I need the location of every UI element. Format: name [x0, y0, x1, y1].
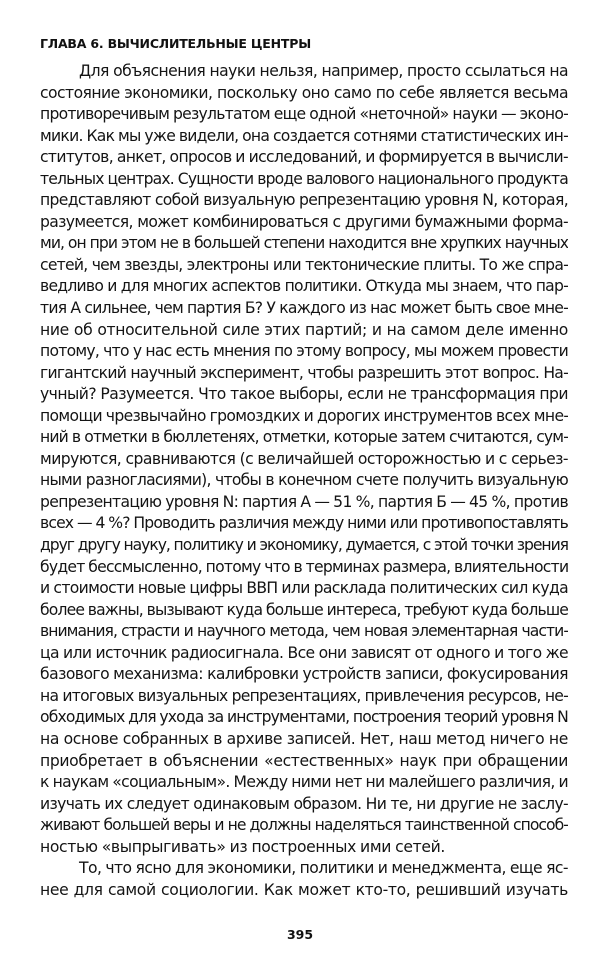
text-line: и стоимости новые цифры ВВП или расклада политических сил куда — [40, 579, 568, 598]
text-line: ца или источник радиосигнала. Все они зависят от одного и того же — [40, 643, 568, 662]
text-line: ными разногласиями), чтобы в конечном счете получить визуальную — [40, 471, 568, 490]
text-line: на итоговых визуальных репрезентациях, привлечения ресурсов, не- — [40, 686, 568, 705]
body-text — [40, 61, 568, 901]
running-header: ГЛАВА 6. ВЫЧИСЛИТЕЛЬНЫЕ ЦЕНТРЫ — [40, 36, 311, 51]
text-line: ститутов, анкет, опросов и исследований, и формируется в вычисли- — [40, 148, 568, 167]
text-line: на основе собранных в архиве записей. Нет, наш метод ничего не — [40, 729, 568, 748]
text-line: к наукам «социальным». Между ними нет ни малейшего различия, и — [40, 773, 568, 792]
text-line: помощи чрезвычайно громоздких и дорогих инструментов всех мне- — [40, 406, 568, 425]
text-line: мики. Как мы уже видели, она создается сотнями статистических ин- — [40, 126, 568, 145]
text-line: ностью «выпрыгивать» из построенных ими сетей. — [40, 837, 445, 856]
text-line: внимания, страсти и научного метода, чем новая элементарная части- — [40, 622, 568, 641]
text-line: учный? Разумеется. Что такое выборы, если не трансформация при — [40, 385, 568, 404]
paragraph-2 — [40, 858, 568, 901]
text-line: ми, он при этом не в большей степени находится вне хрупких научных — [40, 234, 568, 253]
text-line: мируются, сравниваются (с величайшей осторожностью и с серьез- — [40, 449, 568, 468]
text-line: сетей, чем звезды, электроны или тектонические плиты. То же спра- — [40, 255, 568, 274]
text-line: Для объяснения науки нельзя, например, просто ссылаться на — [79, 62, 568, 80]
text-line: потому, что у нас есть мнения по этому вопросу, мы можем провести — [40, 342, 568, 361]
page-number: 395 — [286, 927, 314, 942]
text-line: ний в отметки в бюллетенях, отметки, которые затем считаются, сум- — [40, 428, 568, 447]
text-line: обходимых для ухода за инструментами, построения теорий уровня N — [40, 708, 568, 727]
text-line: гигантский научный эксперимент, чтобы разрешить этот вопрос. На- — [40, 363, 568, 382]
text-line: изучать их следует одинаковым образом. Ни те, ни другие не заслу- — [40, 794, 568, 813]
paragraph-1 — [40, 61, 568, 858]
text-line: живают большей веры и не должны наделяться таинственной способ- — [40, 816, 568, 835]
text-line: всех — 4 %? Проводить различия между ними или противопоставлять — [40, 514, 568, 533]
text-line: разумеется, может комбинироваться с другими бумажными форма- — [40, 212, 568, 231]
text-line: приобретает в объяснении «естественных» наук при обращении — [40, 751, 568, 770]
text-line: ведливо и для многих аспектов политики. Откуда мы знаем, что пар- — [40, 277, 568, 296]
text-line: тия А сильнее, чем партия Б? У каждого из нас может быть свое мне- — [40, 299, 568, 318]
text-line: будет бессмысленно, потому что в терминах размера, влиятельности — [40, 557, 568, 576]
text-line: То, что ясно для экономики, политики и менеджмента, еще яс- — [79, 859, 568, 878]
text-line: базового механизма: калибровки устройств записи, фокусирования — [40, 665, 568, 684]
text-line: тельных центрах. Сущности вроде валового национального продукта — [40, 169, 568, 188]
text-line: противоречивым результатом еще одной «неточной» науки — эконо- — [40, 105, 568, 124]
text-line: друг другу науку, политику и экономику, думается, с этой точки зрения — [40, 536, 568, 555]
text-line: более важны, вызывают куда больше интереса, требуют куда больше — [40, 600, 568, 619]
text-line: состояние экономики, поскольку оно само по себе является весьма — [40, 83, 568, 102]
text-line: ние об относительной силе этих партий; и на самом деле именно — [40, 320, 568, 339]
text-line: репрезентацию уровня N: партия А — 51 %, партия Б — 45 %, против — [40, 492, 568, 511]
text-line: нее для самой социологии. Как может кто-то, решивший изучать — [40, 880, 568, 899]
text-line: представляют собой визуальную репрезентацию уровня N, которая, — [40, 191, 568, 210]
